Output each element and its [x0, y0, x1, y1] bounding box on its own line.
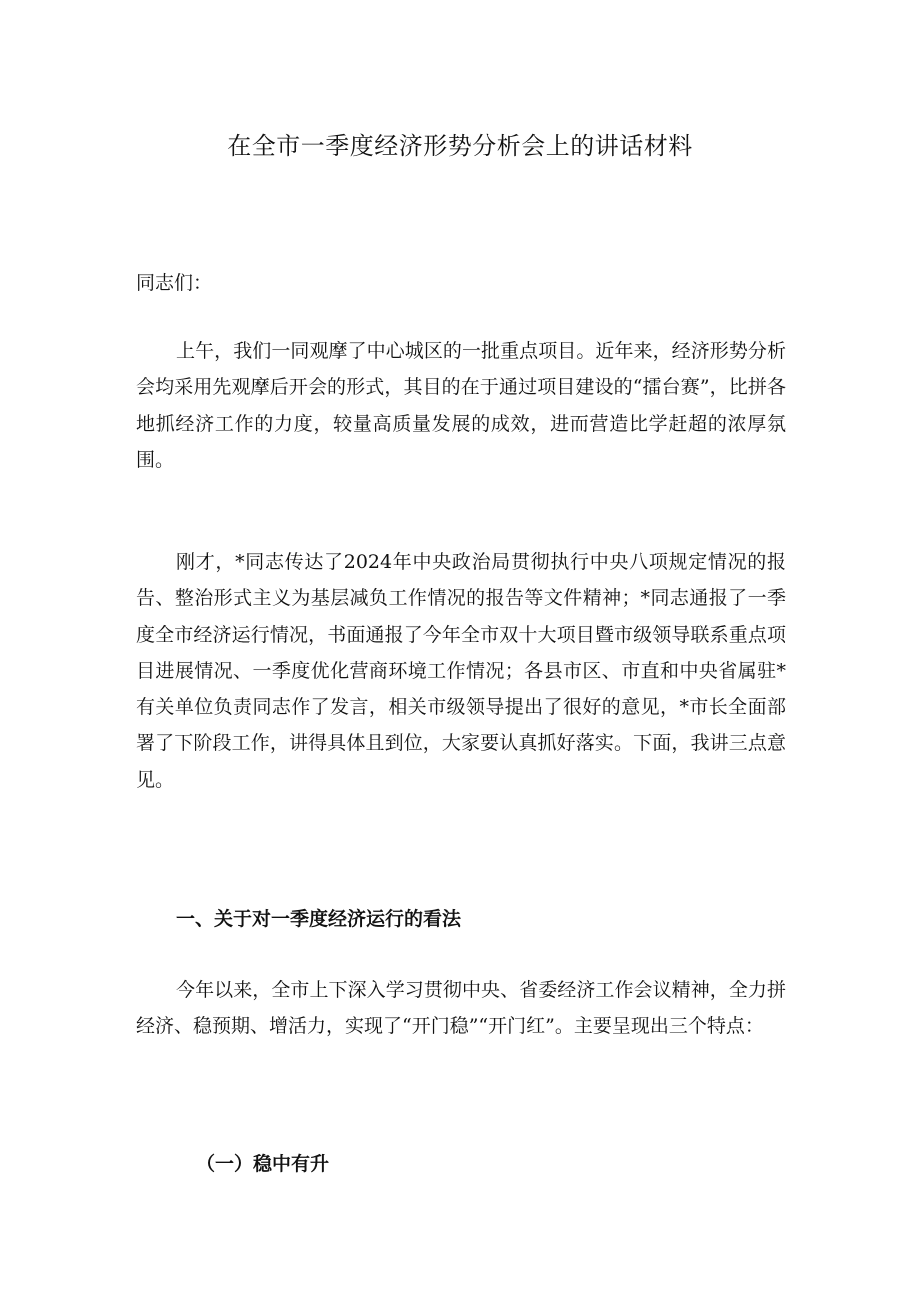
paragraph-review: 刚才，*同志传达了2024年中央政治局贯彻执行中央八项规定情况的报告、整治形式主义为基层减负工作情况的报告等文件精神；*同志通报了一季度全市经济运行情况，书面通报了今年全市双十大项目暨市级领导联系重点项目进展情况、一季度优化营商环境工作情况；各县市区、市直和中央省属驻*有关单位负责同志作了发言，相关市级领导提出了很好的意见，*市长全面部署了下阶段工作，讲得具体且到位，大家要认真抓好落实。下面，我讲三点意见。: [136, 551, 786, 791]
salutation: 同志们：: [136, 272, 213, 294]
subsection-heading: （一）稳中有升: [196, 1153, 330, 1175]
paragraph-overview: 今年以来，全市上下深入学习贯彻中央、省委经济工作会议精神，全力拼经济、稳预期、增活力，实现了“开门稳”“开门红”。主要呈现出三个特点：: [136, 979, 786, 1038]
section-heading: 一、关于对一季度经济运行的看法: [176, 908, 462, 930]
paragraph-intro: 上午，我们一同观摩了中心城区的一批重点项目。近年来，经济形势分析会均采用先观摩后开会的形式，其目的在于通过项目建设的“擂台赛”，比拼各地抓经济工作的力度，较量高质量发展的成效，进而营造比学赶超的浓厚氛围。: [136, 340, 786, 471]
document-title: 在全市一季度经济形势分析会上的讲话材料: [227, 132, 693, 160]
